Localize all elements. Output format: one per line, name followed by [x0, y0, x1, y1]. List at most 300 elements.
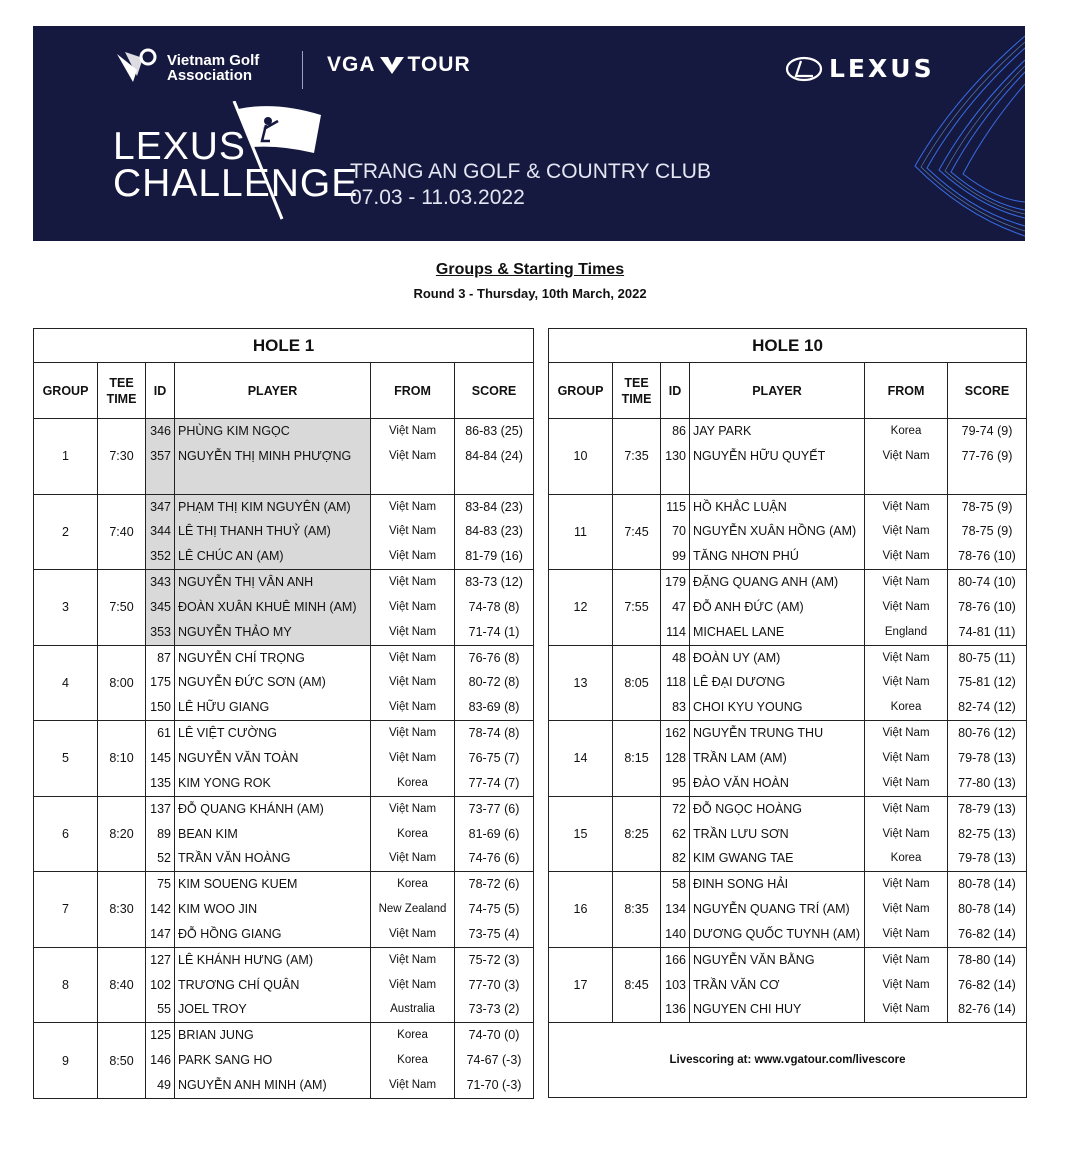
player-from: Việt Nam — [882, 600, 930, 613]
player-name: NGUYỄN THỊ MINH PHƯỢNG — [178, 448, 352, 463]
group-number: 2 — [34, 494, 98, 570]
player-score: 71-74 (1) — [468, 624, 520, 639]
player-id: 347 — [150, 499, 171, 514]
player-from: Việt Nam — [882, 651, 930, 664]
group-number: 10 — [549, 419, 613, 495]
player-id-cell — [661, 947, 690, 1023]
player-id: 146 — [150, 1053, 171, 1068]
player-score: 74-67 (-3) — [466, 1053, 522, 1068]
player-from: Việt Nam — [388, 600, 437, 613]
player-name: KIM SOUENG KUEM — [178, 877, 298, 892]
player-id-cell — [661, 494, 690, 570]
player-from: Việt Nam — [388, 651, 437, 664]
player-score: 76-75 (7) — [468, 750, 520, 765]
player-score: 79-74 (9) — [961, 424, 1013, 438]
player-id: 125 — [150, 1028, 171, 1043]
player-id: 61 — [157, 726, 171, 741]
vga-tour-logo — [327, 53, 471, 77]
player-from: Korea — [397, 776, 428, 789]
tee-time: 7:45 — [613, 494, 661, 570]
player-name: TRẦN LƯU SƠN — [693, 826, 789, 841]
player-name-cell — [175, 796, 371, 872]
player-id: 140 — [665, 926, 686, 941]
player-id: 346 — [150, 424, 171, 438]
player-id: 162 — [665, 726, 686, 741]
player-score: 78-75 (9) — [961, 499, 1013, 514]
player-from: Việt Nam — [882, 727, 930, 740]
player-name: LÊ ĐẠI DƯƠNG — [693, 675, 786, 690]
player-name: PHẠM THỊ KIM NGUYÊN (AM) — [178, 499, 351, 514]
player-score-cell — [948, 796, 1027, 872]
tour-wing-icon — [379, 55, 405, 75]
player-from: Việt Nam — [882, 903, 930, 916]
tee-time: 8:30 — [98, 872, 146, 948]
tour-left-text: VGA — [327, 53, 376, 76]
player-from-cell — [371, 645, 455, 721]
vga-wing-icon — [115, 48, 159, 88]
group-number: 7 — [34, 872, 98, 948]
player-name-cell — [175, 645, 371, 721]
player-name: ĐỖ NGỌC HOÀNG — [693, 801, 803, 816]
group-number: 6 — [34, 796, 98, 872]
player-id: 75 — [157, 877, 171, 892]
player-score: 82-74 (12) — [958, 700, 1016, 715]
player-from-cell — [865, 494, 948, 570]
player-score-cell — [455, 419, 534, 495]
player-name-cell — [175, 872, 371, 948]
player-score: 81-79 (16) — [465, 549, 523, 564]
sponsor-name: LEXUS — [829, 54, 935, 83]
event-banner — [33, 26, 1025, 241]
player-id: 49 — [157, 1077, 171, 1092]
player-header: PLAYER — [175, 363, 371, 419]
group-number: 8 — [34, 947, 98, 1023]
player-name-cell — [690, 570, 865, 646]
page-title: Groups & Starting Times — [435, 261, 625, 278]
player-score: 80-74 (10) — [958, 575, 1016, 590]
player-id: 179 — [665, 575, 686, 590]
player-id: 127 — [150, 952, 171, 967]
player-id: 114 — [666, 624, 686, 639]
player-name: LÊ VIỆT CƯỜNG — [178, 726, 277, 741]
org-name: Vietnam Golf Association — [167, 52, 260, 84]
player-from-cell — [371, 419, 455, 495]
player-score: 76-82 (14) — [958, 977, 1016, 992]
player-id: 103 — [665, 977, 686, 992]
player-score-cell — [948, 645, 1027, 721]
player-score-cell — [455, 796, 534, 872]
group-number: 1 — [34, 419, 98, 495]
player-score-cell — [948, 947, 1027, 1023]
tee-time-header: TEE TIME — [98, 363, 146, 419]
hole-10-title: HOLE 10 — [549, 329, 1027, 363]
group-number: 5 — [34, 721, 98, 797]
player-name: JAY PARK — [693, 424, 752, 438]
player-from-cell — [865, 872, 948, 948]
group-row — [549, 419, 1027, 495]
player-name: NGUYỄN VĂN BẰNG — [693, 952, 815, 967]
player-name: HỒ KHẮC LUẬN — [693, 499, 787, 514]
player-from: Việt Nam — [388, 500, 437, 513]
tee-time: 7:40 — [98, 494, 146, 570]
player-name: ĐÀO VĂN HOÀN — [693, 775, 789, 790]
player-from: Việt Nam — [388, 727, 437, 740]
empty-slot — [175, 469, 370, 494]
group-header: GROUP — [549, 363, 613, 419]
player-id-cell — [146, 419, 175, 495]
player-score: 78-76 (10) — [958, 549, 1016, 564]
player-name: CHOI KYU YOUNG — [693, 700, 803, 715]
player-score: 80-78 (14) — [958, 877, 1016, 892]
group-number: 4 — [34, 645, 98, 721]
tee-time: 8:15 — [613, 721, 661, 797]
player-name: ĐỖ HỒNG GIANG — [178, 926, 282, 941]
group-row — [34, 796, 534, 872]
player-name: MICHAEL LANE — [693, 624, 785, 639]
player-score: 78-80 (14) — [958, 952, 1016, 967]
hole-10-groups — [549, 419, 1027, 1023]
column-header-row — [549, 363, 1027, 419]
player-score: 78-79 (13) — [958, 801, 1016, 816]
player-name: TRẦN LAM (AM) — [693, 750, 787, 765]
player-score-cell — [455, 872, 534, 948]
from-header: FROM — [371, 363, 455, 419]
player-score: 78-76 (10) — [958, 599, 1016, 614]
player-name: NGUYỄN HỮU QUYẾT — [693, 448, 826, 463]
tee-time: 8:50 — [98, 1023, 146, 1099]
group-number: 9 — [34, 1023, 98, 1099]
empty-slot — [690, 469, 864, 494]
player-name: KIM GWANG TAE — [693, 851, 794, 866]
group-row — [549, 721, 1027, 797]
player-from: Australia — [390, 1003, 435, 1016]
player-score-cell — [948, 872, 1027, 948]
empty-slot — [865, 469, 947, 494]
player-score: 79-78 (13) — [958, 750, 1016, 765]
player-name-cell — [175, 419, 371, 495]
player-name-cell — [175, 1023, 371, 1099]
player-name: NGUYỄN QUANG TRÍ (AM) — [693, 902, 850, 917]
player-id: 142 — [150, 902, 171, 917]
player-from: Việt Nam — [388, 802, 437, 815]
player-from: Korea — [397, 1029, 428, 1042]
player-name: ĐỖ ANH ĐỨC (AM) — [693, 599, 804, 614]
player-name: JOEL TROY — [178, 1002, 247, 1017]
player-name: LÊ CHÚC AN (AM) — [178, 549, 284, 564]
player-name: TRẦN VĂN CƠ — [693, 977, 780, 992]
player-id: 83 — [672, 700, 686, 715]
player-id: 118 — [666, 675, 686, 690]
player-id: 70 — [672, 524, 686, 539]
player-score: 81-69 (6) — [468, 826, 520, 841]
player-from: Việt Nam — [882, 953, 930, 966]
player-id: 72 — [672, 801, 686, 816]
page-subtitle: Round 3 - Thursday, 10th March, 2022 — [413, 286, 647, 301]
player-from: Korea — [890, 425, 922, 437]
player-id: 145 — [150, 750, 171, 765]
player-name: NGUYỄN ANH MINH (AM) — [178, 1077, 327, 1092]
hole-1-table — [33, 328, 534, 1099]
group-row — [34, 494, 534, 570]
player-score: 77-80 (13) — [958, 775, 1016, 790]
player-from-cell — [865, 419, 948, 495]
player-score-cell — [455, 1023, 534, 1099]
player-score-cell — [455, 947, 534, 1023]
player-score: 80-75 (11) — [958, 650, 1016, 665]
player-name-cell — [175, 947, 371, 1023]
player-id: 135 — [150, 775, 171, 790]
player-name: KIM YONG ROK — [178, 775, 271, 790]
hole-1-groups — [34, 419, 534, 1099]
player-name: LÊ HỮU GIANG — [178, 700, 270, 715]
player-name: PHÙNG KIM NGỌC — [178, 424, 290, 438]
player-id: 166 — [665, 952, 686, 967]
player-name: BRIAN JUNG — [178, 1028, 254, 1043]
player-id: 345 — [150, 599, 171, 614]
player-from: Việt Nam — [882, 751, 930, 764]
player-id: 62 — [672, 826, 686, 841]
player-id: 343 — [150, 575, 171, 590]
player-from: Việt Nam — [388, 625, 437, 638]
player-name: NGUYỄN THẢO MY — [178, 624, 292, 639]
player-from-cell — [865, 796, 948, 872]
player-score: 80-78 (14) — [958, 902, 1016, 917]
player-name: KIM WOO JIN — [178, 902, 258, 917]
player-from: Việt Nam — [882, 827, 930, 840]
group-row — [34, 947, 534, 1023]
event-title-line2: CHALLENGE — [113, 162, 359, 205]
group-row — [549, 947, 1027, 1023]
event-title-line1: LEXUS — [113, 125, 246, 168]
player-score-cell — [455, 721, 534, 797]
player-id: 137 — [150, 801, 171, 816]
player-score-cell — [948, 494, 1027, 570]
player-score-cell — [455, 645, 534, 721]
player-id-cell — [661, 721, 690, 797]
player-id-cell — [661, 570, 690, 646]
player-score: 73-75 (4) — [468, 926, 520, 941]
player-id: 95 — [672, 775, 686, 790]
player-name-cell — [690, 796, 865, 872]
player-from: Việt Nam — [882, 978, 930, 991]
player-score: 74-81 (11) — [958, 624, 1016, 639]
player-id: 47 — [672, 599, 686, 614]
player-id: 353 — [150, 624, 171, 639]
venue-info — [350, 159, 711, 211]
player-from: Việt Nam — [882, 1003, 930, 1016]
group-row — [549, 796, 1027, 872]
group-row — [549, 494, 1027, 570]
player-name-cell — [690, 419, 865, 495]
player-name: NGUYỄN ĐỨC SƠN (AM) — [178, 675, 326, 690]
player-from: Việt Nam — [388, 701, 437, 714]
player-id-cell — [661, 796, 690, 872]
player-id: 134 — [665, 902, 686, 917]
player-score: 84-84 (24) — [465, 448, 523, 463]
player-score: 83-69 (8) — [468, 700, 520, 715]
player-from: Korea — [397, 1054, 428, 1067]
tee-time: 8:35 — [613, 872, 661, 948]
group-number: 3 — [34, 570, 98, 646]
player-id: 55 — [157, 1002, 171, 1017]
player-id-cell — [661, 645, 690, 721]
empty-slot — [146, 469, 174, 494]
player-from: Việt Nam — [882, 802, 930, 815]
player-from: Việt Nam — [882, 676, 930, 689]
player-name: NGUYỄN THỊ VÂN ANH — [178, 575, 314, 590]
player-from: Việt Nam — [882, 525, 930, 538]
player-from: England — [884, 625, 928, 638]
player-id: 87 — [157, 650, 171, 665]
player-name-cell — [175, 570, 371, 646]
player-score-cell — [948, 721, 1027, 797]
player-from-cell — [371, 1023, 455, 1099]
group-number: 12 — [549, 570, 613, 646]
player-name: TRẦN VĂN HOÀNG — [178, 851, 291, 866]
player-from: Việt Nam — [882, 449, 930, 462]
player-score: 75-81 (12) — [958, 675, 1016, 690]
player-from: Korea — [397, 878, 428, 891]
group-row — [34, 645, 534, 721]
player-id-cell — [146, 796, 175, 872]
player-from: Việt Nam — [388, 576, 437, 589]
tee-time: 8:20 — [98, 796, 146, 872]
player-id-cell — [146, 721, 175, 797]
group-row — [34, 1023, 534, 1099]
player-score: 79-78 (13) — [958, 851, 1016, 866]
player-from-cell — [865, 645, 948, 721]
player-name: LÊ KHÁNH HƯNG (AM) — [178, 952, 313, 967]
player-id-cell — [661, 872, 690, 948]
player-id: 89 — [157, 826, 171, 841]
player-name: ĐẶNG QUANG ANH (AM) — [693, 575, 839, 590]
group-row — [34, 872, 534, 948]
group-row — [34, 419, 534, 495]
player-id: 102 — [150, 977, 171, 992]
player-score: 77-70 (3) — [468, 977, 520, 992]
player-name: TRƯƠNG CHÍ QUÂN — [178, 977, 300, 992]
player-id-cell — [146, 1023, 175, 1099]
player-from: Việt Nam — [388, 751, 437, 764]
player-from: Việt Nam — [388, 425, 437, 437]
player-score: 71-70 (-3) — [466, 1077, 522, 1092]
player-id: 147 — [150, 926, 171, 941]
group-number: 14 — [549, 721, 613, 797]
player-name-cell — [690, 645, 865, 721]
group-number: 17 — [549, 947, 613, 1023]
player-score: 76-82 (14) — [958, 926, 1016, 941]
player-from: Việt Nam — [882, 576, 930, 589]
tee-time: 7:50 — [98, 570, 146, 646]
player-from-cell — [371, 872, 455, 948]
group-number: 11 — [549, 494, 613, 570]
player-name: NGUYỄN CHÍ TRỌNG — [178, 650, 305, 665]
player-name: DƯƠNG QUỐC TUYNH (AM) — [693, 926, 860, 941]
player-id: 175 — [150, 675, 171, 690]
player-name: ĐỖ QUANG KHÁNH (AM) — [178, 801, 324, 816]
player-score: 78-75 (9) — [961, 524, 1013, 539]
tee-time: 8:00 — [98, 645, 146, 721]
player-id: 52 — [157, 851, 171, 866]
group-row — [34, 570, 534, 646]
player-score: 80-72 (8) — [468, 675, 520, 690]
tee-time: 7:35 — [613, 419, 661, 495]
group-number: 13 — [549, 645, 613, 721]
player-from: Việt Nam — [388, 927, 437, 940]
player-name: PARK SANG HO — [178, 1053, 273, 1068]
tour-right-text: TOUR — [407, 53, 471, 76]
score-header: SCORE — [948, 363, 1027, 419]
player-id-cell — [146, 947, 175, 1023]
player-name: LÊ THỊ THANH THUỶ (AM) — [178, 524, 331, 539]
tee-time: 7:30 — [98, 419, 146, 495]
player-name: NGUYỄN XUÂN HỒNG (AM) — [693, 524, 857, 539]
player-from: Korea — [890, 852, 922, 865]
player-score: 73-77 (6) — [468, 801, 520, 816]
player-score-cell — [948, 570, 1027, 646]
tee-time: 8:25 — [613, 796, 661, 872]
group-number: 16 — [549, 872, 613, 948]
player-from: Việt Nam — [882, 550, 930, 563]
tee-time: 8:45 — [613, 947, 661, 1023]
player-id: 130 — [665, 448, 686, 463]
player-score: 75-72 (3) — [468, 952, 520, 967]
group-row — [34, 721, 534, 797]
player-from-cell — [865, 947, 948, 1023]
player-score: 74-70 (0) — [468, 1028, 520, 1043]
player-name: BEAN KIM — [178, 826, 238, 841]
player-from-cell — [371, 721, 455, 797]
golf-flag-icon — [226, 101, 326, 221]
player-id-cell — [146, 645, 175, 721]
player-from: Việt Nam — [388, 852, 437, 865]
player-id: 115 — [666, 499, 686, 514]
player-from-cell — [865, 570, 948, 646]
tee-time-header: TEE TIME — [613, 363, 661, 419]
livescoring-row — [549, 1023, 1027, 1098]
player-id: 58 — [672, 877, 686, 892]
player-from: Việt Nam — [882, 776, 930, 789]
player-name-cell — [175, 721, 371, 797]
player-from: Việt Nam — [388, 525, 437, 538]
hole-10-table — [548, 328, 1027, 1098]
player-score: 77-76 (9) — [961, 448, 1013, 463]
livescoring-link[interactable]: Livescoring at: www.vgatour.com/livescore — [549, 1023, 1027, 1098]
player-score: 74-75 (5) — [468, 902, 520, 917]
player-score: 83-84 (23) — [465, 499, 523, 514]
player-from: Việt Nam — [388, 978, 437, 991]
player-name: ĐINH SONG HẢI — [693, 877, 789, 892]
player-from-cell — [371, 570, 455, 646]
group-row — [549, 645, 1027, 721]
player-from-cell — [371, 796, 455, 872]
empty-slot — [948, 469, 1026, 494]
player-from-cell — [865, 721, 948, 797]
tee-time: 8:10 — [98, 721, 146, 797]
player-id: 352 — [150, 549, 171, 564]
from-header: FROM — [865, 363, 948, 419]
player-name: NGUYEN CHI HUY — [693, 1002, 802, 1017]
player-from: Việt Nam — [882, 500, 930, 513]
empty-slot — [455, 469, 533, 494]
player-name: ĐOÀN XUÂN KHUÊ MINH (AM) — [178, 599, 357, 614]
player-id: 86 — [672, 424, 686, 438]
venue-name: TRANG AN GOLF & COUNTRY CLUB — [350, 160, 711, 183]
lexus-logo — [785, 54, 935, 83]
logo-divider — [302, 51, 303, 89]
player-from: Việt Nam — [388, 676, 437, 689]
player-id-cell — [146, 494, 175, 570]
